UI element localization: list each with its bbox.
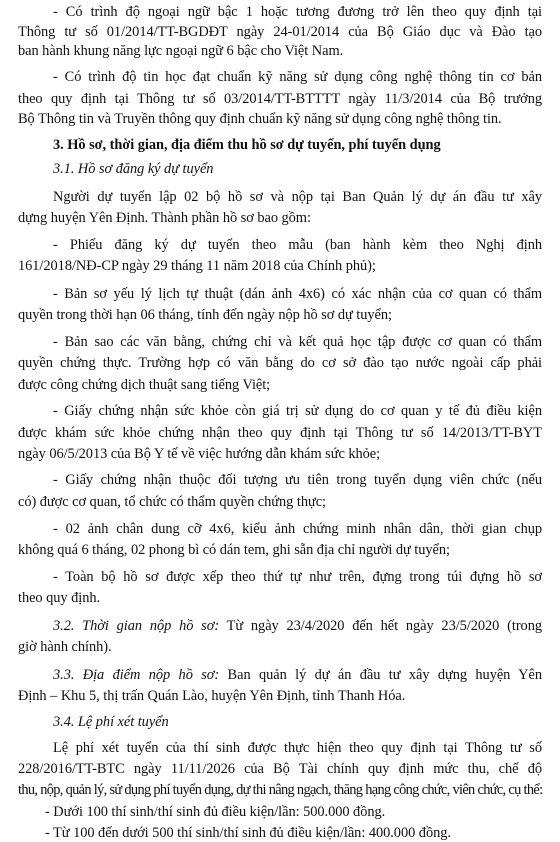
text-line: theo quy định.: [18, 590, 101, 606]
text-line: - Bản sơ yếu lý lịch tự thuật (dán ảnh 4x6) có xác nhận của cơ quan có thẩm: [53, 286, 542, 302]
text-line: - Từ 100 đến dưới 500 thí sinh/thí sinh đủ điều kiện/lần: 400.000 đồng.: [45, 825, 451, 841]
text-line: 161/2018/NĐ-CP ngày 29 tháng 11 năm 2018 của Chính phủ);: [18, 258, 376, 274]
text-line: Định – Khu 5, thị trấn Quán Lào, huyện Yên Định, tỉnh Thanh Hóa.: [18, 688, 406, 704]
text-line: dựng huyện Yên Định. Thành phần hồ sơ bao gồm:: [18, 210, 311, 226]
text-line: - Dưới 100 thí sinh/thí sinh đủ điều kiện/lần: 500.000 đồng.: [45, 804, 386, 820]
text-line: quyền trong thời hạn 06 tháng, tính đến ngày nộp hồ sơ dự tuyển;: [18, 307, 392, 323]
text-line: quyền chứng thực. Trường hợp có văn bằng do cơ sở đào tạo nước ngoài cấp phải: [18, 355, 542, 371]
text-line: - Toàn bộ hồ sơ được xếp theo thứ tự như trên, đựng trong túi đựng hồ sơ: [53, 569, 542, 585]
subsection-heading: 3.2. Thời gian nộp hồ sơ:: [53, 618, 220, 634]
text-line: - Phiếu đăng ký dự tuyển theo mẫu (ban hành kèm theo Nghị định: [53, 237, 542, 253]
text-line: - Có trình độ tin học đạt chuẩn kỹ năng sử dụng công nghệ thông tin cơ bản: [53, 69, 542, 85]
text-line: được công chứng dịch thuật sang tiếng Việt;: [18, 377, 271, 393]
text-line: - Giấy chứng nhận sức khỏe còn giá trị sử dụng do cơ quan y tế đủ điều kiện: [53, 403, 542, 419]
text-line: thu, nộp, quản lý, sử dụng phí tuyển dụng, dự thi nâng ngạch, thăng hạng công chức, viên chức, cụ thể:: [18, 782, 543, 798]
text-line: được khám sức khỏe chứng nhận theo quy định tại Thông tư số 14/2013/TT-BYT: [18, 425, 542, 441]
text-line: không quá 6 tháng, 02 phong bì có dán tem, ghi sẵn địa chỉ người dự tuyển;: [18, 542, 450, 558]
subsection-heading: 3.4. Lệ phí xét tuyển: [53, 714, 169, 730]
text-line: giờ hành chính).: [18, 639, 112, 655]
section-heading: 3. Hồ sơ, thời gian, địa điểm thu hồ sơ dự tuyển, phí tuyển dụng: [53, 137, 441, 153]
text-line: Lệ phí xét tuyển của thí sinh được thực hiện theo quy định tại Thông tư số: [53, 740, 542, 756]
subsection-heading: 3.1. Hồ sơ đăng ký dự tuyển: [53, 161, 214, 177]
text-line: Bộ Thông tin và Truyền thông quy định chuẩn kỹ năng sử dụng công nghệ thông tin.: [18, 111, 502, 127]
text-line: [53, 666, 542, 684]
subsection-heading: 3.3. Địa điểm nộp hồ sơ:: [53, 667, 220, 683]
text-run: Ban quản lý dự án đầu tư xây dựng huyện Yên: [219, 667, 543, 683]
text-line: có) được cơ quan, tổ chức có thẩm quyền chứng thực;: [18, 494, 327, 510]
text-line: Thông tư số 01/2014/TT-BGDĐT ngày 24-01/2014 của Bộ Giáo dục và Đào tạo: [18, 24, 542, 40]
text-line: [53, 617, 542, 635]
text-line: - 02 ảnh chân dung cỡ 4x6, kiểu ảnh chứng minh nhân dân, thời gian chụp: [53, 521, 542, 537]
text-line: ban hành khung năng lực ngoại ngữ 6 bậc cho Việt Nam.: [18, 43, 344, 59]
text-line: ngày 06/5/2013 của Bộ Y tế về việc hướng dẫn khám sức khỏe;: [18, 446, 381, 462]
text-line: - Bản sao các văn bằng, chứng chỉ và kết quả học tập được cơ quan có thẩm: [53, 334, 542, 350]
text-line: 228/2016/TT-BTC ngày 11/11/2026 của Bộ Tài chính quy định mức thu, chế độ: [18, 761, 542, 777]
text-run: Từ ngày 23/4/2020 đến hết ngày 23/5/2020 (trong: [219, 618, 542, 634]
text-line: - Giấy chứng nhận thuộc đối tượng ưu tiên trong tuyển dụng viên chức (nếu: [53, 472, 542, 488]
text-line: theo quy định tại Thông tư số 03/2014/TT-BTTTT ngày 11/3/2014 của Bộ trưởng: [18, 91, 542, 107]
text-line: - Có trình độ ngoại ngữ bậc 1 hoặc tương đương trở lên theo quy định tại: [53, 4, 542, 20]
text-line: Người dự tuyển lập 02 bộ hồ sơ và nộp tại Ban Quản lý dự án đầu tư xây: [53, 189, 542, 205]
